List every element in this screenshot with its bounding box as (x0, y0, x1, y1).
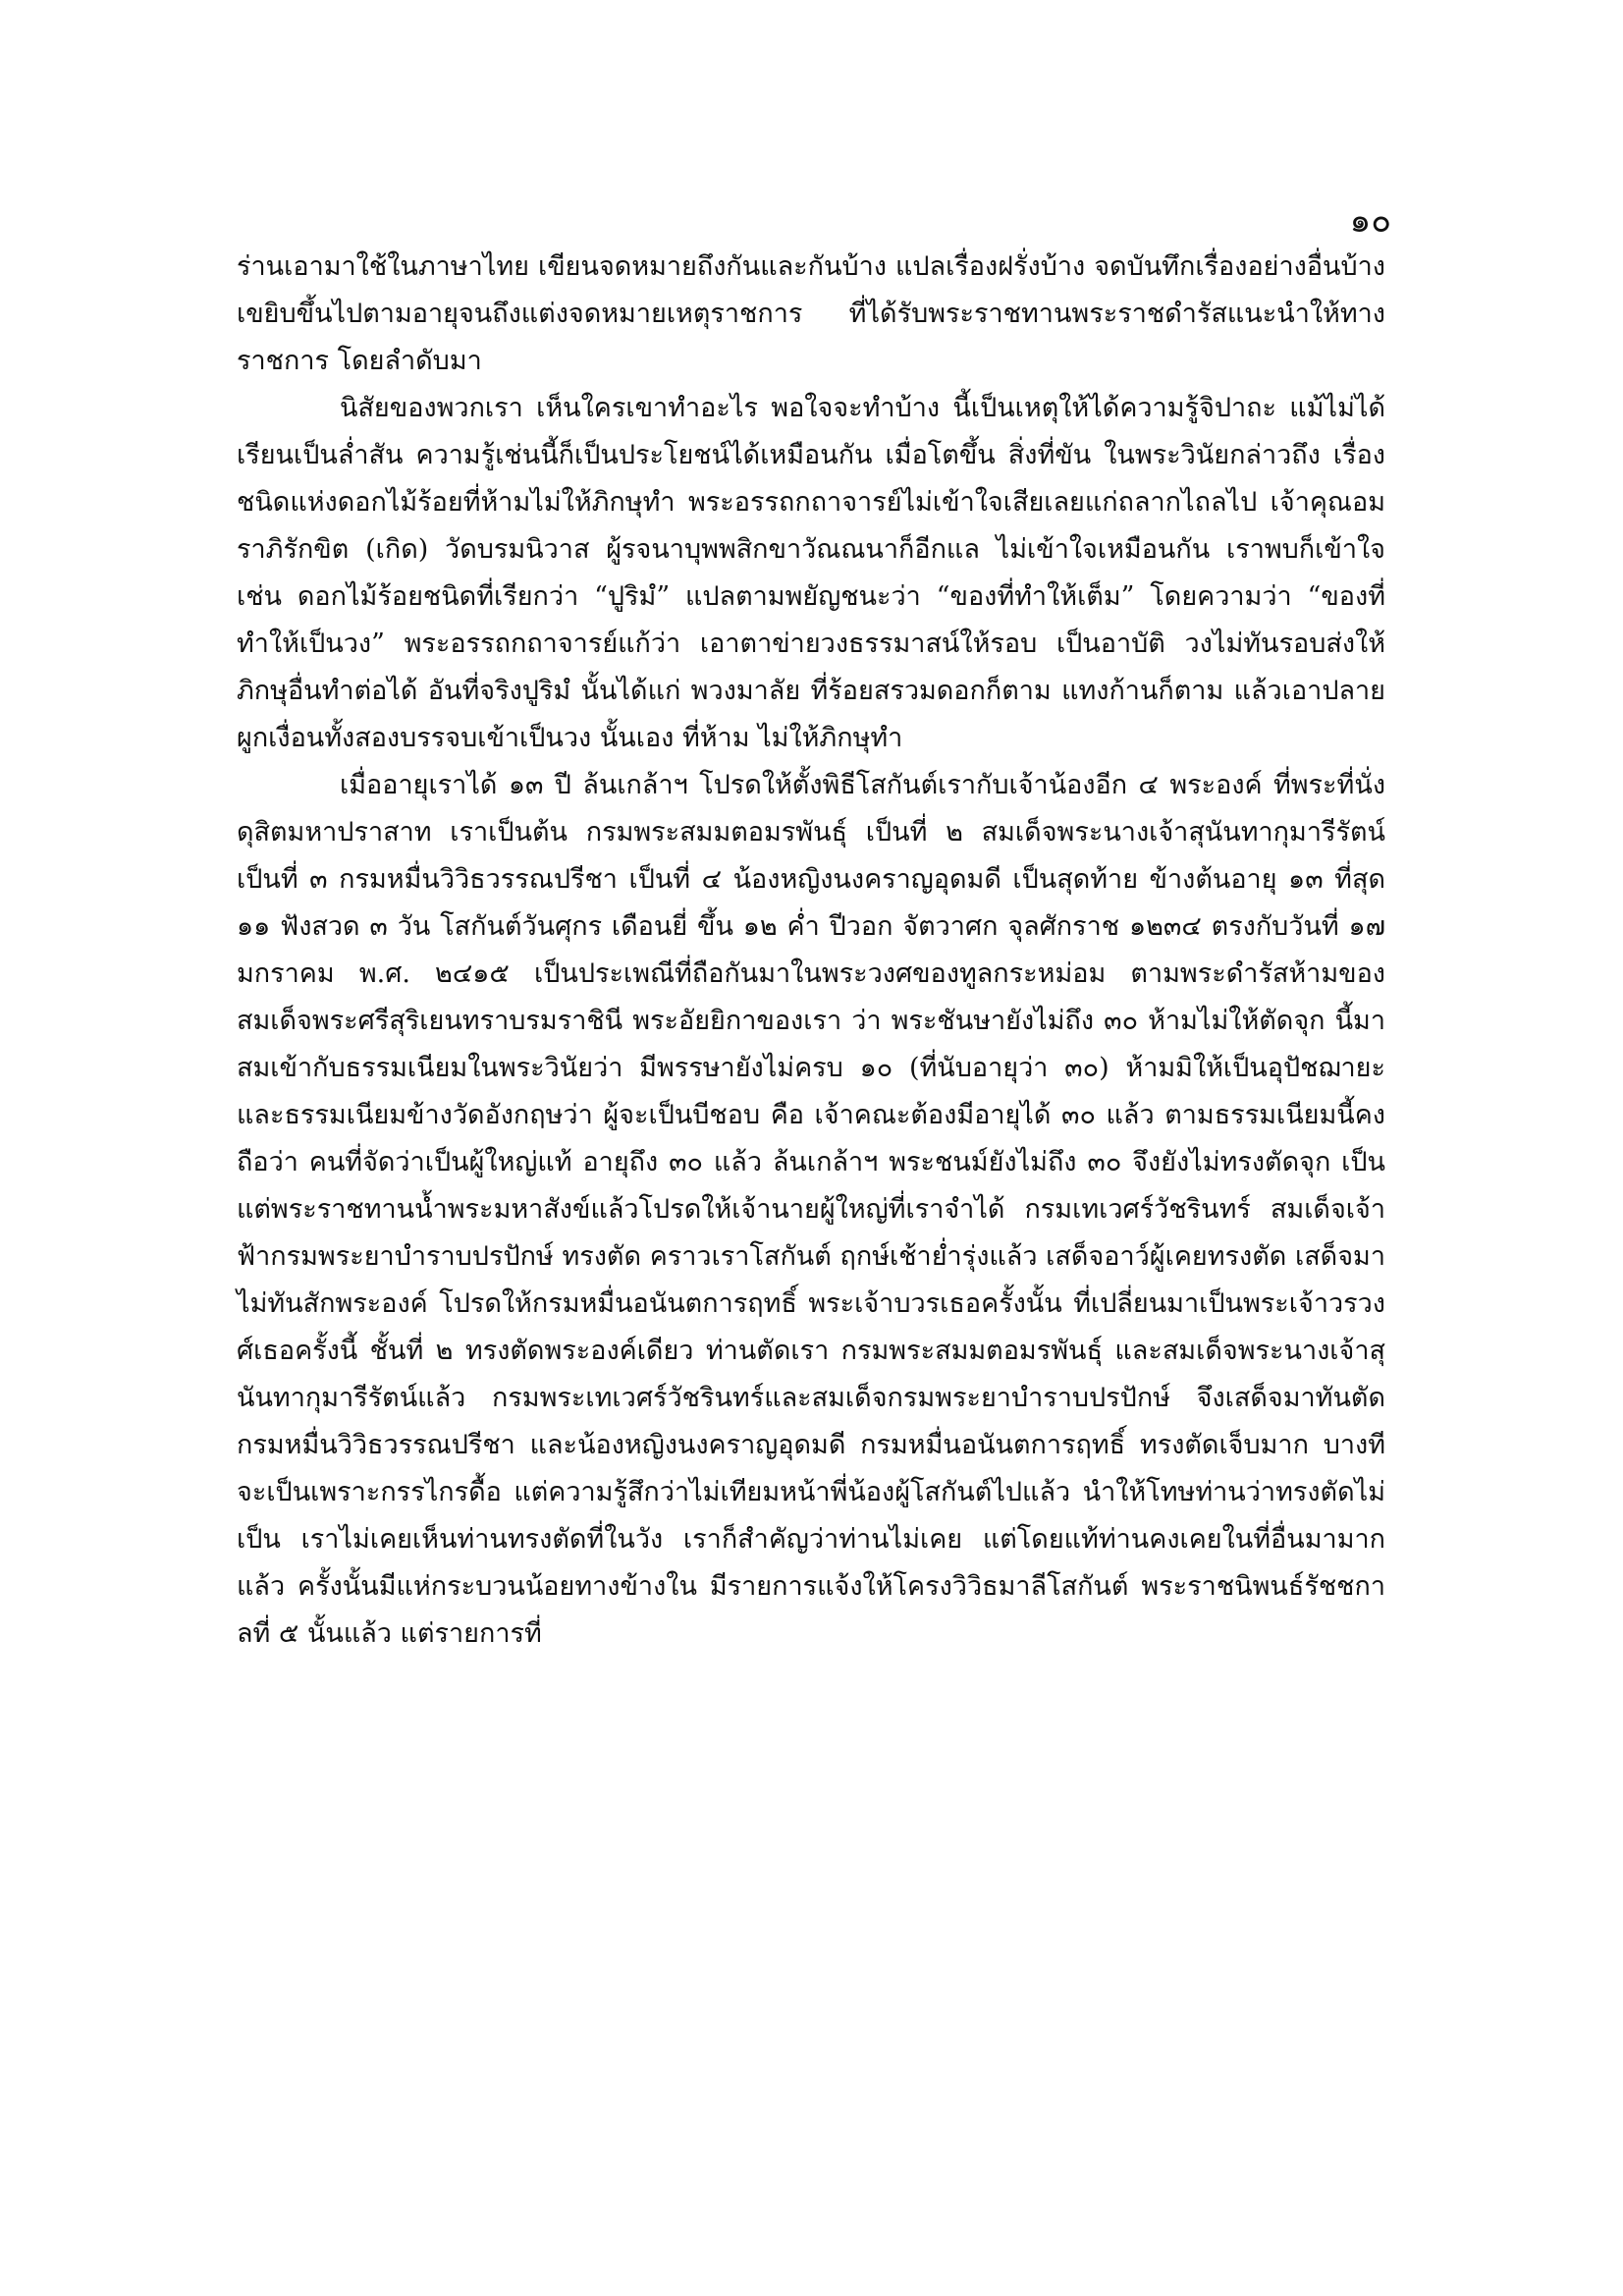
paragraph-2: นิสัยของพวกเรา เห็นใครเขาทำอะไร พอใจจะทำบ้าง นี้เป็นเหตุให้ได้ความรู้จิปาถะ แม้ไม่ได้เรียนเป็นล่ำสัน ความรู้เช่นนี้ก็เป็นประโยชน์ได้เหมือนกัน เมื่อโตขึ้น สิ่งที่ขัน ในพระวินัยกล่าวถึง เรื่องชนิดแห่งดอกไม้ร้อยที่ห้ามไม่ให้ภิกษุทำ พระอรรถกถาจารย์ไม่เข้าใจเสียเลยแก่ถลากไถลไป เจ้าคุณอมราภิรักขิต (เกิด) วัดบรมนิวาส ผู้รจนาบุพพสิกขาวัณณนาก็อีกแล ไม่เข้าใจเหมือนกัน เราพบก็เข้าใจ เช่น ดอกไม้ร้อยชนิดที่เรียกว่า “ปูริมํ” แปลตามพยัญชนะว่า “ของที่ทำให้เต็ม” โดยความว่า “ของที่ทำให้เป็นวง” พระอรรถกถาจารย์แก้ว่า เอาตาข่ายวงธรรมาสน์ให้รอบ เป็นอาบัติ วงไม่ทันรอบส่งให้ภิกษุอื่นทำต่อได้ อันที่จริงปูริมํ นั้นได้แก่ พวงมาลัย ที่ร้อยสรวมดอกก็ตาม แทงก้านก็ตาม แล้วเอาปลายผูกเงื่อนทั้งสองบรรจบเข้าเป็นวง นั้นเอง ที่ห้าม ไม่ให้ภิกษุทำ (237, 393, 1385, 753)
page-number: ๑๐ (1349, 201, 1391, 241)
paragraph-1: ร่านเอามาใช้ในภาษาไทย เขียนจดหมายถึงกันและกันบ้าง แปลเรื่องฝรั่งบ้าง จดบันทึกเรื่องอย่างอื่นบ้าง เขยิบขึ้นไปตามอายุจนถึงแต่งจดหมายเหตุราชการ ที่ได้รับพระราชทานพระราชดำรัสแนะนำให้ทางราชการ โดยลำดับมา (237, 251, 1385, 376)
paragraph-3: เมื่ออายุเราได้ ๑๓ ปี ล้นเกล้าฯ โปรดให้ตั้งพิธีโสกันต์เรากับเจ้าน้องอีก ๔ พระองค์ ที่พระที่นั่งดุสิตมหาปราสาท เราเป็นต้น กรมพระสมมตอมรพันธุ์ เป็นที่ ๒ สมเด็จพระนางเจ้าสุนันทากุมารีรัตน์ เป็นที่ ๓ กรมหมื่นวิวิธวรรณปรีชา เป็นที่ ๔ น้องหญิงนงคราญอุดมดี เป็นสุดท้าย ข้างต้นอายุ ๑๓ ที่สุด ๑๑ ฟังสวด ๓ วัน โสกันต์วันศุกร เดือนยี่ ขึ้น ๑๒ ค่ำ ปีวอก จัตวาศก จุลศักราช ๑๒๓๔ ตรงกับวันที่ ๑๗ มกราคม พ.ศ. ๒๔๑๕ เป็นประเพณีที่ถือกันมาในพระวงศของทูลกระหม่อม ตามพระดำรัสห้ามของสมเด็จพระศรีสุริเยนทราบรมราชินี พระอัยยิกาของเรา ว่า พระชันษายังไม่ถึง ๓๐ ห้ามไม่ให้ตัดจุก นี้มาสมเข้ากับธรรมเนียมในพระวินัยว่า มีพรรษายังไม่ครบ ๑๐ (ที่นับอายุว่า ๓๐) ห้ามมิให้เป็นอุปัชฌายะ และธรรมเนียมข้างวัดอังกฤษว่า ผู้จะเป็นบีชอบ คือ เจ้าคณะต้องมีอายุได้ ๓๐ แล้ว ตามธรรมเนียมนี้คงถือว่า คนที่จัดว่าเป็นผู้ใหญ่แท้ อายุถึง ๓๐ แล้ว ล้นเกล้าฯ พระชนม์ยังไม่ถึง ๓๐ จึงยังไม่ทรงตัดจุก เป็นแต่พระราชทานน้ำพระมหาสังข์แล้วโปรดให้เจ้านายผู้ใหญ่ที่เราจำได้ กรมเทเวศร์วัชรินทร์ สมเด็จเจ้าฟ้ากรมพระยาบำราบปรปักษ์ ทรงตัด คราวเราโสกันต์ ฤกษ์เช้าย่ำรุ่งแล้ว เสด็จอาว์ผู้เคยทรงตัด เสด็จมาไม่ทันสักพระองค์ โปรดให้กรมหมื่นอนันตการฤทธิ์ พระเจ้าบวรเธอครั้งนั้น ที่เปลี่ยนมาเป็นพระเจ้าวรวงศ์เธอครั้งนี้ ชั้นที่ ๒ ทรงตัดพระองค์เดียว ท่านตัดเรา กรมพระสมมตอมรพันธุ์ และสมเด็จพระนางเจ้าสุนันทากุมารีรัตน์แล้ว กรมพระเทเวศร์วัชรินทร์และสมเด็จกรมพระยาบำราบปรปักษ์ จึงเสด็จมาทันตัดกรมหมื่นวิวิธวรรณปรีชา และน้องหญิงนงคราญอุดมดี กรมหมื่นอนันตการฤทธิ์ ทรงตัดเจ็บมาก บางทีจะเป็นเพราะกรรไกรดื้อ แต่ความรู้สึกว่าไม่เทียมหน้าพี่น้องผู้โสกันต์ไปแล้ว นำให้โทษท่านว่าทรงตัดไม่เป็น เราไม่เคยเห็นท่านทรงตัดที่ในวัง เราก็สำคัญว่าท่านไม่เคย แต่โดยแท้ท่านคงเคยในที่อื่นมามากแล้ว ครั้งนั้นมีแห่กระบวนน้อยทางข้างใน มีรายการแจ้งให้โครงวิวิธมาลีโสกันต์ พระราชนิพนธ์รัชชกาลที่ ๕ นั้นแล้ว แต่รายการที่ (237, 770, 1385, 1649)
body-text (237, 244, 1385, 1658)
